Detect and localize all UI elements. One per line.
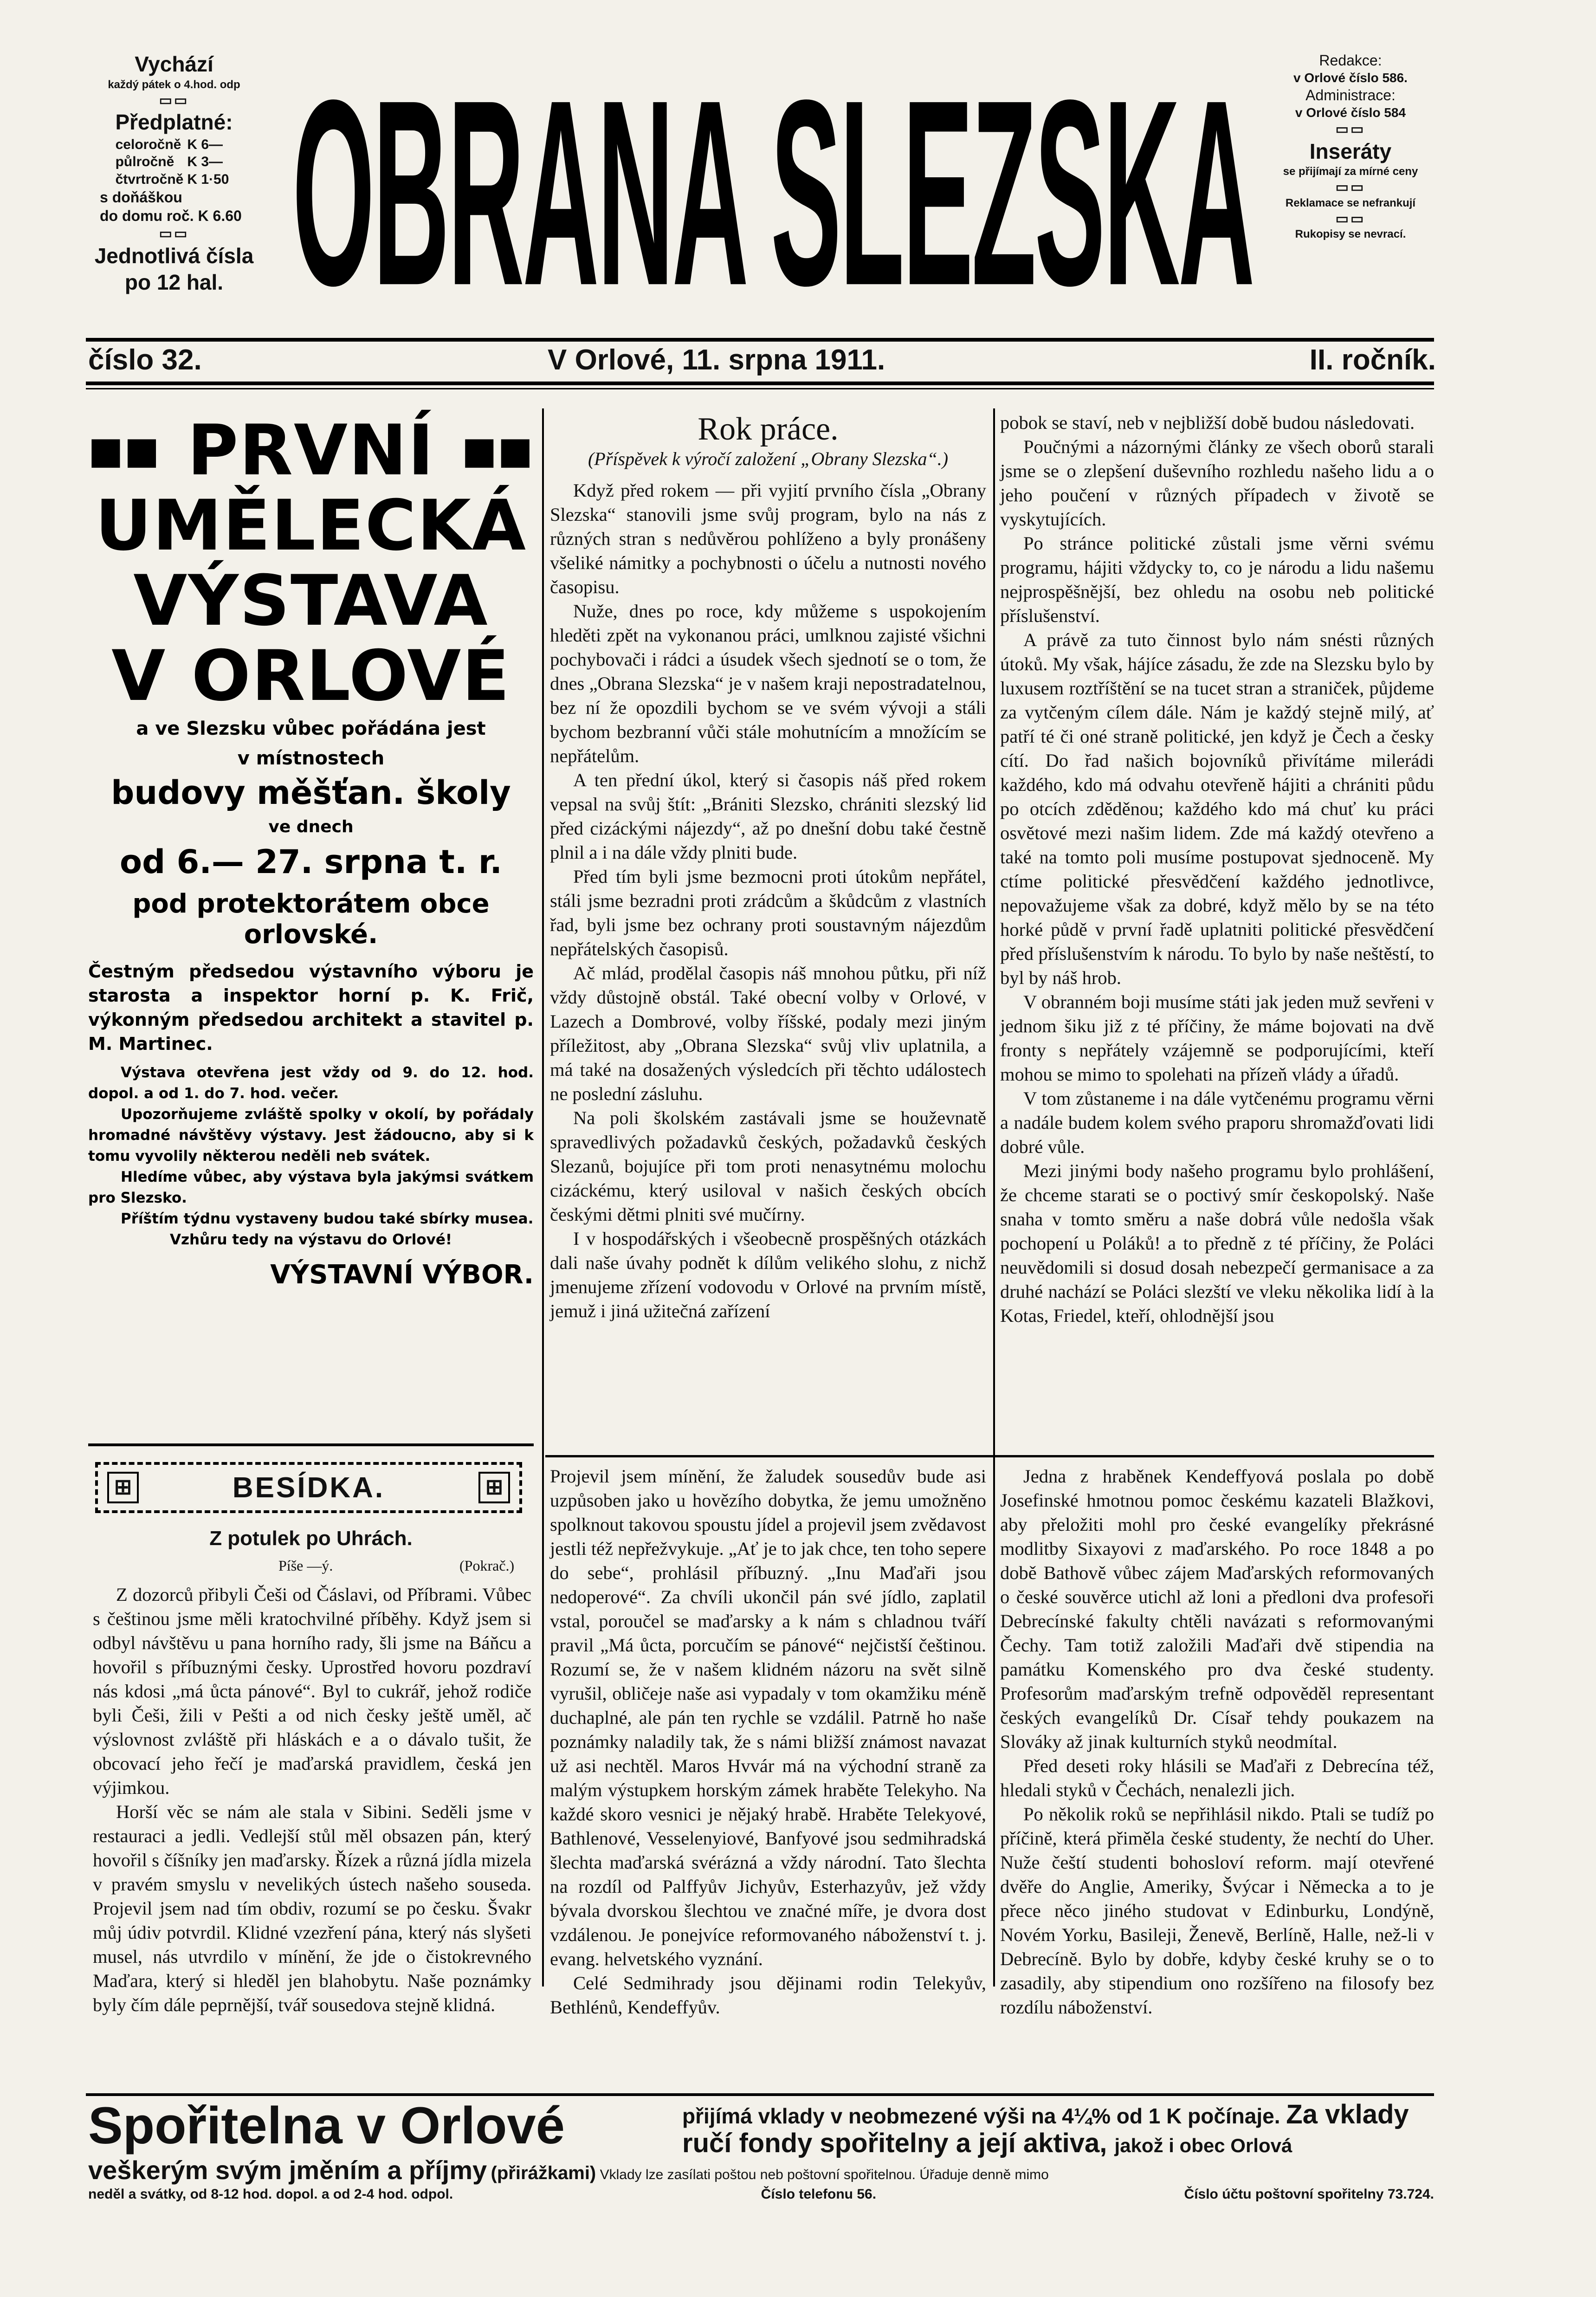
ad-line-1 xyxy=(682,2099,1434,2129)
issue-number: číslo 32. xyxy=(88,344,202,376)
besidka-column-2 xyxy=(550,1464,986,2019)
ad-text: veškerým svým jměním a příjmy xyxy=(88,2155,487,2185)
paragraph: Po několik roků se nepřihlásil nikdo. Ptali se tudíž po příčině, která přiměla české studenty, že nechtí do Uher. Nuže čeští studenti bohosloví reform. mají otevřené dvěře do Anglie, Ameriky, Švýcar i Německa a to je přece něco jiného studovat v Edinburku, Londýně, Novém Yorku, Basileji, Ženevě, Berlíně, Halle, než-li v Debrecíně. Bylo by dobře, kdyby české kruhy se o to zasadily, aby stipendium ono rozšířeno na filosofy bez rozdílu náboženství. xyxy=(1000,1804,1434,2018)
schedule-text: každý pátek o 4.hod. odp xyxy=(108,78,240,91)
exhibition-honor: Čestným předsedou výstavního výboru je starosta a inspektor horní p. K. Frič, výkonným předsedou architekt a stavitel p. M. Martinec. xyxy=(88,961,534,1054)
savings-bank-ad xyxy=(88,2098,1434,2205)
besidka-author: Píše —ý. xyxy=(278,1557,333,1574)
price-table xyxy=(116,136,233,188)
ad-rule-top xyxy=(86,2093,1434,2096)
ad-phone: Číslo telefonu 56. xyxy=(761,2187,877,2202)
column-divider xyxy=(993,408,995,1986)
paragraph: V obranném boji musíme státi jak jeden muž sevřeni v jednom šiku již z té příčiny, že máme bojovati na dvě fronty s nepřátely vzájemně se podporujícími, kteří mohou se mimo to spolehati na přízeň vlády a úřadů. xyxy=(1000,991,1434,1085)
ad-line-4 xyxy=(88,2185,1434,2204)
price-label: celoročně xyxy=(115,136,181,152)
administrace-label: Administrace: xyxy=(1305,87,1396,104)
exhibition-signature: VÝSTAVNÍ VÝBOR. xyxy=(270,1259,534,1290)
exhibition-notice: Upozorňujeme zvláště spolky v okolí, by pořádaly hromadné návštěvy výstavy. Jest žádoucno, aby si k tomu vyvolily některou neděli neb svátek. xyxy=(88,1106,534,1165)
exhibition-school: budovy měšťan. školy xyxy=(111,774,511,812)
dateline-rule-thin xyxy=(86,388,1434,389)
paragraph: Před tím byli jsme bezmocni proti útokům nepřátel, stáli jsme bezradni proti zrádcům a škůdcům z vlastních řad, byli jsme bez ochrany proti soustavným nájezdům nepřátelských časopisů. xyxy=(550,866,986,959)
exhibition-line-5: a ve Slezsku vůbec pořádána jest xyxy=(136,718,486,739)
exhibition-hope: Hledíme vůbec, aby výstava byla jakýmsi svátkem pro Slezsko. xyxy=(88,1168,534,1206)
paragraph: A ten přední úkol, který si časopis náš před rokem vepsal na svůj štít: „Brániti Slezsko, chrániti slezský lid před cizáckými nájezdy“, až po dnešní dobu také čestně plnil a i na dále vždy plniti bude. xyxy=(550,770,986,863)
price-label: čtvrtročně xyxy=(115,171,184,187)
ornament-icon: ⊞ xyxy=(107,1472,139,1503)
ornament-box: ▭▭ xyxy=(1335,180,1366,195)
besidka-header xyxy=(95,1462,522,1513)
exhibition-open: Výstava otevřena jest vždy od 9. do 12. hod. dopol. a od 1. do 7. hod. večer. xyxy=(88,1064,534,1102)
paragraph: Celé Sedmihrady jsou dějinami rodin Telekyův, Bethlénů, Kendeffyův. xyxy=(550,1973,986,2018)
paragraph: pobok se staví, neb v nejbližší době budou následovati. xyxy=(1000,412,1415,433)
redakce-label: Redakce: xyxy=(1319,52,1382,69)
paragraph: Když před rokem — při vyjití prvního čísla „Obrany Slezska“ stanovili jsme svůj program, bylo na nás z různých stran s nedůvěrou pohlíženo a byly pronášeny všeliké námitky a pochybnosti o účelu a nutnosti nového časopisu. xyxy=(550,480,986,597)
price-label: půlročně xyxy=(115,154,174,169)
ornament-box: ▭▭ xyxy=(1335,211,1366,226)
paragraph: Mezi jinými body našeho programu bylo prohlášení, že chceme starati se o poctivý smír českopolský. Naše snaha v tomto směru a naše dobrá vůle nedošla však pochopení u Poláků! a to předně z té příčiny, že Poláci neuvědomili si dosud dosah nebezpečí germanisace a za druhé nachází se Poláci slezští ve vleku několika lidí à la Kotas, Friedel, kteří, ohlodnější jsou xyxy=(1000,1160,1434,1326)
dateline-rule-bottom xyxy=(86,382,1434,385)
price-value: K 1·50 xyxy=(187,171,229,187)
section-rule xyxy=(545,1455,1434,1457)
vychazi-label: Vychází xyxy=(135,52,213,76)
article-column-3 xyxy=(1000,411,1434,1328)
price-value: K 6— xyxy=(187,136,223,152)
ad-text: na 4¼% od 1 K počínaje. xyxy=(1031,2104,1280,2128)
editorial-box xyxy=(1262,51,1439,241)
paragraph: A právě za tuto činnost bylo nám snésti různých útoků. My však, hájíce zásadu, že zde na Slezsku bylo by luxusem roztříštění se na tucet stran a straniček, půjdeme za vytčeným cílem dále. Nám je každý stejně milý, ať patří té či oné straně politické, jen když je Čech a česky cítí. Do řad našich bojovníků přivítáme milerádi každého, kdo má odvahu otevřeně hájiti a chrániti půdu po otcích zděděnou; každého kdo má chuť ku práci osvětové mezi našim lidem. Zde má každý otevřeno a také na tomto poli musíme postupovat sjednoceně. My ctíme politické přesvědčení každého jednotlivce, nepovažujeme však za dobré, když mělo by se na této horké půdě v první řadě uplatniti politické přesvědčení před příslušenstvím k národu. To bylo by naše neštěstí, to byl by náš hrob. xyxy=(1000,629,1434,988)
predplatne-label: Předplatné: xyxy=(115,110,233,134)
paragraph: Horší věc se nám ale stala v Sibini. Seděli jsme v restauraci a jedli. Vedlejší stůl měl obsazen pán, který hovořil s číšníky jen maďarsky. Řízek a různá jídla mizela v pravém smyslu v nevelikých ústech našeho souseda. Projevil jsem nad tím obdiv, rozumí se po česku. Švakr můj údiv potvrdil. Klidné vzezření pána, který nás slyšeti musel, nás utvrdilo v mínění, že jde o čistokrevného Maďara, který si hleděl jen blahobytu. Naše poznámky byly čím dále peprnější, tvář sousedova stejně klidná. xyxy=(93,1801,531,2015)
price-row xyxy=(116,153,233,171)
delivery-value: do domu roč. K 6.60 xyxy=(100,207,242,224)
delivery-label: s doňáškou xyxy=(100,189,182,206)
price-value: K 3— xyxy=(187,154,223,169)
marker-left: ■■ xyxy=(88,428,161,472)
ad-text: ručí fondy spořitelny xyxy=(682,2128,949,2158)
reklamace-note: Reklamace se nefrankují xyxy=(1285,196,1416,209)
paragraph: V tom zůstaneme i na dále vytčenému programu věrni a nadále budem kolem svého praporu shromažďovati lidi dobré vůle. xyxy=(1000,1088,1434,1157)
paragraph: Projevil jsem mínění, že žaludek sousedův bude asi uzpůsoben jako u hovězího dobytka, že jemu umožněno spolknout takovou spoustu jídel a projevil jsem zvědavost jestli též nepřežvykuje. „Ať je to jak chce, ten toho sepere do sebe“, prohlásil příbuzný. „Inu Maďaři jsou nedoperové“. Za chvíli ukončil pán své jídlo, zaplatil vstal, poroučel se maďarsky a k nám s chladnou tváří pravil „Má ůcta, porcučím se pánové“ nejčistší češtinou. Rozumí se, že v našem klidném názoru na svět silně vyrušil, obličeje naše asi vypadaly v tom okamžiku méně duchaplné, ale pán ten rychle se vzdálil. Patrně ho naše poznámky naladily tak, že s námi bližší známost navazat už asi nechtěl. Maros Hvvár má na východní straně za malým výstupkem horským zámek hraběte Telekyho. Na každé skoro vesnici je nějaký hrabě. Hraběte Telekyové, Bathlenové, Vesselenyiové, Banfyové jsou sedmihradská šlechta maďarská svérázná a vždy národní. Tato šlechta na rozdíl od Palffyův Jichyův, Esterhazyův, jež vždy bývala dvorskou šlechtou ve značné míře, je dvora dost vzdálenou. Je ponejvíce reformovaného náboženství t. j. evang. helvetského vyznání. xyxy=(550,1466,986,1969)
besidka-continued: (Pokrač.) xyxy=(459,1557,515,1574)
price-row xyxy=(116,136,233,154)
exhibition-exhibition: VÝSTAVA xyxy=(133,561,489,641)
paragraph: Nuže, dnes po roce, kdy můžeme s uspokojením hleděti zpět na vykonanou práci, umlknou zajisté všichni pochybovači i rádci a úsudek všech sjednotí se o tom, že dnes „Obrana Slezska“ je v našem kraji nepostradatelnou, bez ní že opozdili bychom se ve svém vývoji a stáli bychom bezbranní vůči stále mohutnícím a množícím se nepřátelům. xyxy=(550,601,986,766)
administrace-address: v Orlové číslo 584 xyxy=(1295,105,1406,120)
rukopisy-note: Rukopisy se nevrací. xyxy=(1295,228,1406,240)
article-column-2 xyxy=(550,479,986,1323)
masthead-title: OBRANA SLEZSKA xyxy=(292,60,1253,325)
exhibition-in-orlova: V ORLOVÉ xyxy=(111,636,510,717)
ad-line-3 xyxy=(88,2157,1434,2188)
ad-text: přijímá vklady v neobmezené výši xyxy=(682,2104,1025,2128)
ad-text: Vklady lze zasílati poštou neb poštovní spořitelnou. xyxy=(600,2167,916,2182)
section-rule xyxy=(88,1443,534,1446)
exhibition-line-6: v místnostech xyxy=(237,748,385,769)
paragraph: Poučnými a názornými články ze všech oborů starali jsme se o zlepšení duševního rozhledu našeho lidu a o jeho poučení v různých případech v životě se vyskytujících. xyxy=(1000,436,1434,530)
paragraph: Před deseti roky hlásili se Maďaři z Debrecína též, hledali styků v Čechách, nenalezli jich. xyxy=(1000,1755,1434,1800)
subscription-box xyxy=(86,51,262,296)
paragraph: Ač mlád, prodělal časopis náš mnohou půtku, při níž vždy důstojně obstál. Také obecní volby v Orlové, v Lazech a Dombrové, volby říšské, podaly mezi jiným příležitost, aby „Obrana Slezska“ svůj vliv uplatnila, a má také na dosažených výsledcích při těchto událostech ne poslední zásluhu. xyxy=(550,963,986,1104)
paragraph: Na poli školském zastávali jsme se houževnatě spravedlivých požadavků českých, požadavků českých Slezanů, bojujíce při tom proti nenasytnému molochu cizáckému, který usiloval v našich českých obcích českými dětmi plniti své mučírny. xyxy=(550,1107,986,1225)
article-rok-prace xyxy=(550,411,986,1323)
column-divider xyxy=(542,408,544,1986)
price-row xyxy=(116,171,233,188)
exhibition-days-label: ve dnech xyxy=(268,817,354,836)
exhibition-announcement xyxy=(88,410,534,1290)
ad-text: jakož i obec Orlová xyxy=(1114,2135,1292,2156)
ornament-box: ▭▭ xyxy=(159,92,189,108)
ad-text: Úřaduje denně mimo xyxy=(919,2167,1049,2182)
paragraph: Jedna z hraběnek Kendeffyová poslala po době Josefinské hmotnou pomoc českému kazateli Blažkovi, aby přeložiti mohl pro české evangelíky překrásné modlitby Sixayovi z maďarského. Po roce 1848 a po době Bathově vůbec zájem Maďarských reformovaných o české souvěrce utichl až loni a předloni dva profesoři Debrecínské fakulty chtěli navázati s reformovanými Čechy. Tam totiž založili Maďaři dvě stipendia na památku Komenského pro dva české studenty. Profesorům maďarským trefně odpověděl representant českých evangelíků Dr. Císař tehdy poukazem na Slováky až jinak kulturních styků neodmítal. xyxy=(1000,1466,1434,1752)
ad-line-2 xyxy=(682,2129,1434,2161)
single-issue-label: Jednotlivá čísla xyxy=(94,243,254,268)
masthead-title-wrap xyxy=(292,60,1253,325)
exhibition-call: Vzhůru tedy na výstavu do Orlové! xyxy=(169,1231,452,1248)
exhibition-next: Příštím týdnu vystaveny budou také sbírky musea. xyxy=(121,1210,534,1227)
exhibition-patronage: pod protektorátem obce orlovské. xyxy=(132,888,490,950)
article-subtitle: (Příspěvek k výročí založení „Obrany Slezska“.) xyxy=(588,448,949,469)
ornament-box: ▭▭ xyxy=(159,226,189,241)
exhibition-line-1 xyxy=(88,410,534,491)
ad-text: (přirážkami) xyxy=(491,2163,596,2183)
exhibition-artistic: UMĚLECKÁ xyxy=(95,485,527,566)
besidka-column-1 xyxy=(93,1583,531,2017)
ornament-box: ▭▭ xyxy=(1335,122,1366,137)
paragraph: I v hospodářských i všeobecně prospěšných otázkách dali naše úvahy podnět k dílům velikého slohu, z nichž jmenujeme zřízení vodovodu v Orlové na prvním místě, jemuž i jiná užitečná zařízení xyxy=(550,1228,986,1321)
paragraph: Z dozorců přibyli Češi od Čáslavi, od Příbrami. Vůbec s češtinou jsme měli kratochvilné příběhy. Když jsem si odbyl návštěvu u pana horního rady, šli jsme na Báňcu a hovořil s příbuznými česky. Uprostřed hovoru pozdraví nás kdosi „má ůcta pánové“. Byl to cukrář, jehož rodiče byli Češi, žili v Pešti a od nich česky ještě uměl, ač výslovnost zvláště při hláskách e a o dávalo tušit, že obcovací jeho řečí je maďarská pravidlem, česká jen výjimkou. xyxy=(93,1584,531,1798)
marker-right: ■■ xyxy=(461,428,534,472)
exhibition-first: PRVNÍ xyxy=(187,410,435,491)
redakce-address: v Orlové číslo 586. xyxy=(1293,71,1408,85)
dateline-rule-top xyxy=(86,338,1434,342)
single-issue-price: po 12 hal. xyxy=(124,270,224,294)
inseraty-note: se přijímají za mírné ceny xyxy=(1283,165,1418,178)
exhibition-dates: od 6.— 27. srpna t. r. xyxy=(120,842,502,881)
paragraph: Po stránce politické zůstali jsme věrni svému programu, hájiti vždycky to, co je národu a lidu našemu nejprospěšnější, bez ohledu na osobu neb politické příslušenství. xyxy=(1000,533,1434,626)
inseraty-label: Inseráty xyxy=(1309,139,1392,163)
ornament-icon: ⊞ xyxy=(478,1472,510,1503)
place-date: V Orlové, 11. srpna 1911. xyxy=(548,344,885,376)
ad-account: Číslo účtu poštovní spořitelny 73.724. xyxy=(1184,2187,1434,2202)
article-title: Rok práce. xyxy=(698,411,839,447)
ad-bank-name: Spořitelna v Orlové xyxy=(88,2096,565,2155)
besidka-title: BESÍDKA. xyxy=(232,1471,385,1504)
besidka-heading: Z potulek po Uhrách. xyxy=(209,1527,413,1550)
ad-hours: neděl a svátky, od 8-12 hod. dopol. a od 2-4 hod. odpol. xyxy=(88,2187,453,2202)
volume: II. ročník. xyxy=(1309,344,1436,376)
besidka-column-3 xyxy=(1000,1464,1434,2019)
ad-text: a její aktiva, xyxy=(956,2128,1107,2158)
ad-text: Za vklady xyxy=(1286,2099,1409,2129)
